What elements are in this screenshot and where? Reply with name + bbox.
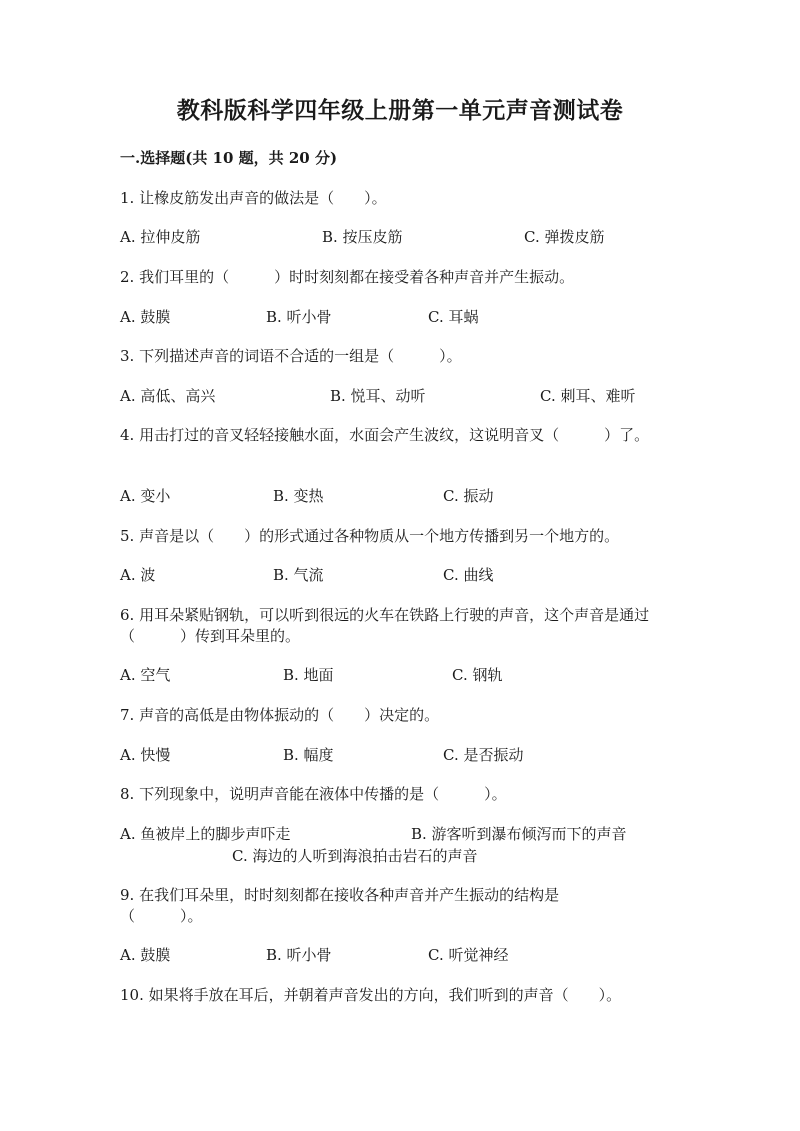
question-9-stem: 9. 在我们耳朵里，时时刻刻都在接收各种声音并产生振动的结构是（ ）。 xyxy=(120,886,560,925)
question-7-stem: 7. 声音的高低是由物体振动的（ ）决定的。 xyxy=(120,706,440,724)
question-1-option-b: B. 按压皮筋 xyxy=(322,228,403,246)
question-2-option-b: B. 听小骨 xyxy=(266,308,332,326)
section-heading: 一.选择题(共 10 题，共 20 分) xyxy=(120,149,338,167)
question-1-stem: 1. 让橡皮筋发出声音的做法是（ ）。 xyxy=(120,189,387,207)
question-6-stem: 6. 用耳朵紧贴钢轨，可以听到很远的火车在铁路上行驶的声音，这个声音是通过（ ）传到耳朵里的。 xyxy=(120,606,650,645)
question-6-option-b: B. 地面 xyxy=(283,666,334,684)
question-9-option-c: C. 听觉神经 xyxy=(428,946,509,964)
question-5-stem: 5. 声音是以（ ）的形式通过各种物质从一个地方传播到另一个地方的。 xyxy=(120,527,620,545)
question-8-option-c: C. 海边的人听到海浪拍击岩石的声音 xyxy=(232,847,478,865)
question-3-stem: 3. 下列描述声音的词语不合适的一组是（ ）。 xyxy=(120,347,462,365)
question-3-option-a: A. 高低、高兴 xyxy=(120,387,216,405)
question-6-option-a: A. 空气 xyxy=(120,666,171,684)
question-4-option-b: B. 变热 xyxy=(273,487,324,505)
question-3-option-b: B. 悦耳、动听 xyxy=(330,387,426,405)
question-7-option-b: B. 幅度 xyxy=(283,746,334,764)
question-1-option-c: C. 弹拨皮筋 xyxy=(524,228,605,246)
question-3-option-c: C. 刺耳、难听 xyxy=(540,387,636,405)
question-8-option-a: A. 鱼被岸上的脚步声吓走 xyxy=(120,825,291,843)
question-5-option-c: C. 曲线 xyxy=(443,566,494,584)
question-8-option-b: B. 游客听到瀑布倾泻而下的声音 xyxy=(411,825,627,843)
question-8-stem: 8. 下列现象中，说明声音能在液体中传播的是（ ）。 xyxy=(120,785,507,803)
question-5-option-a: A. 波 xyxy=(120,566,156,584)
question-2-stem: 2. 我们耳里的（ ）时时刻刻都在接受着各种声音并产生振动。 xyxy=(120,268,575,286)
question-9-option-a: A. 鼓膜 xyxy=(120,946,171,964)
question-9-option-b: B. 听小骨 xyxy=(266,946,332,964)
question-4-stem: 4. 用击打过的音叉轻轻接触水面，水面会产生波纹，这说明音叉（ ）了。 xyxy=(120,426,650,444)
question-4-option-c: C. 振动 xyxy=(443,487,494,505)
question-10-stem: 10. 如果将手放在耳后，并朝着声音发出的方向，我们听到的声音（ ）。 xyxy=(120,986,622,1004)
question-7-option-c: C. 是否振动 xyxy=(443,746,524,764)
question-6-option-c: C. 钢轨 xyxy=(452,666,503,684)
question-5-option-b: B. 气流 xyxy=(273,566,324,584)
question-4-option-a: A. 变小 xyxy=(120,487,171,505)
question-2-option-c: C. 耳蜗 xyxy=(428,308,479,326)
question-7-option-a: A. 快慢 xyxy=(120,746,171,764)
question-2-option-a: A. 鼓膜 xyxy=(120,308,171,326)
question-1-option-a: A. 拉伸皮筋 xyxy=(120,228,201,246)
exam-title: 教科版科学四年级上册第一单元声音测试卷 xyxy=(176,97,624,124)
